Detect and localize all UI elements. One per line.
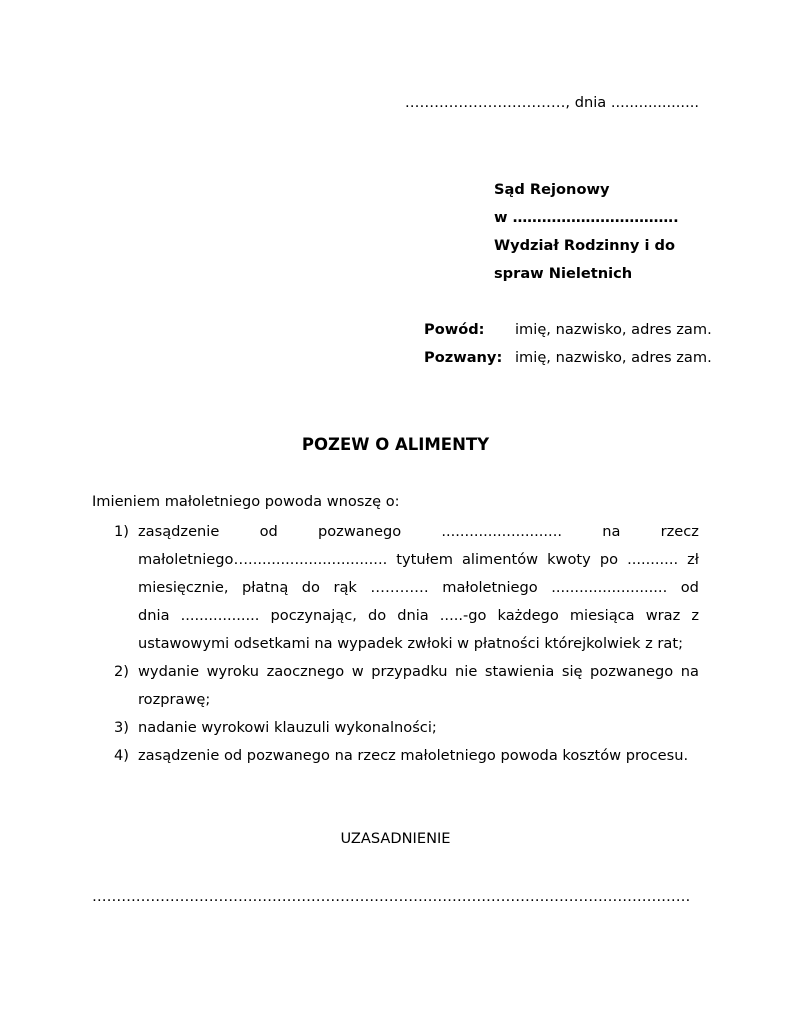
plaintiff-row — [424, 316, 712, 344]
word: wyroku — [206, 663, 260, 680]
defendant-row — [424, 344, 712, 372]
request-number: 1) — [114, 523, 129, 540]
word: miesięcznie, — [138, 579, 229, 596]
court-address-block — [494, 176, 679, 288]
word: kwoty — [547, 551, 591, 568]
word: płatną — [242, 579, 289, 596]
word: alimentów — [461, 551, 539, 568]
court-city: w ……………………………. — [494, 209, 679, 226]
text-line: nadanie wyrokowi klauzuli wykonalności; — [138, 719, 437, 736]
word: rąk — [333, 579, 357, 596]
word: stawienia — [484, 663, 555, 680]
word: do — [367, 607, 387, 624]
court-division-line1: Wydział Rodzinny i do — [494, 237, 676, 254]
text-line — [138, 658, 699, 686]
word: na — [680, 663, 699, 680]
word: .....-go — [439, 607, 487, 624]
word: z — [691, 607, 699, 624]
word: ........... — [627, 551, 679, 568]
plaintiff-label: Powód: — [424, 321, 485, 338]
word: się — [561, 663, 583, 680]
word: .......................... — [441, 523, 562, 540]
intro-sentence: Imieniem małoletniego powoda wnoszę o: — [92, 493, 400, 510]
word: na — [602, 523, 621, 540]
place-and-date-line: ……………………………, dnia ................... — [404, 94, 699, 111]
word: od — [259, 523, 278, 540]
request-item-2 — [92, 658, 699, 714]
request-list — [92, 518, 699, 770]
request-item-4 — [92, 742, 699, 770]
text-line: rozprawę; — [138, 691, 211, 708]
defendant-label: Pozwany: — [424, 349, 503, 366]
request-number: 2) — [114, 663, 129, 680]
request-number: 4) — [114, 747, 129, 764]
request-number: 3) — [114, 719, 129, 736]
word: w — [351, 663, 364, 680]
text-line — [138, 518, 699, 546]
request-text — [138, 742, 699, 770]
word: nie — [455, 663, 478, 680]
word: po — [599, 551, 619, 568]
text-line — [138, 546, 699, 574]
word: ......................... — [551, 579, 668, 596]
justification-heading: UZASADNIENIE — [340, 830, 451, 847]
court-name: Sąd Rejonowy — [494, 181, 610, 198]
plaintiff-value: imię, nazwisko, adres zam. — [515, 321, 712, 338]
word: zł — [687, 551, 699, 568]
word: małoletniego — [442, 579, 538, 596]
word: przypadku — [371, 663, 448, 680]
word: każdego — [497, 607, 559, 624]
request-item-1 — [92, 518, 699, 658]
defendant-value: imię, nazwisko, adres zam. — [515, 349, 712, 366]
justification-placeholder-line: …………………………………………………………………………………………………………… — [92, 888, 691, 905]
word: wydanie — [138, 663, 200, 680]
request-item-3 — [92, 714, 699, 742]
word: zasądzenie — [138, 523, 220, 540]
word: dnia — [397, 607, 429, 624]
request-text — [138, 658, 699, 714]
word: ………… — [370, 579, 429, 596]
word: rzecz — [660, 523, 699, 540]
word: tytułem — [396, 551, 453, 568]
text-line — [138, 602, 699, 630]
word: od — [680, 579, 699, 596]
text-line — [138, 574, 699, 602]
request-text — [138, 518, 699, 658]
word: ................. — [180, 607, 260, 624]
document-title: POZEW O ALIMENTY — [301, 435, 490, 454]
text-line: ustawowymi odsetkami na wypadek zwłoki w płatności którejkolwiek z rat; — [138, 635, 683, 652]
word: wraz — [645, 607, 681, 624]
word: pozwanego — [317, 523, 402, 540]
text-line: zasądzenie od pozwanego na rzecz małoletniego powoda kosztów procesu. — [138, 747, 689, 764]
parties-block — [424, 316, 712, 372]
word: miesiąca — [569, 607, 635, 624]
court-division-line2: spraw Nieletnich — [494, 265, 633, 282]
word: dnia — [138, 607, 170, 624]
word: do — [301, 579, 320, 596]
word: pozwanego — [590, 663, 674, 680]
request-text — [138, 714, 699, 742]
word: małoletniego….............................. — [138, 551, 388, 568]
word: poczynając, — [270, 607, 357, 624]
word: zaocznego — [266, 663, 345, 680]
